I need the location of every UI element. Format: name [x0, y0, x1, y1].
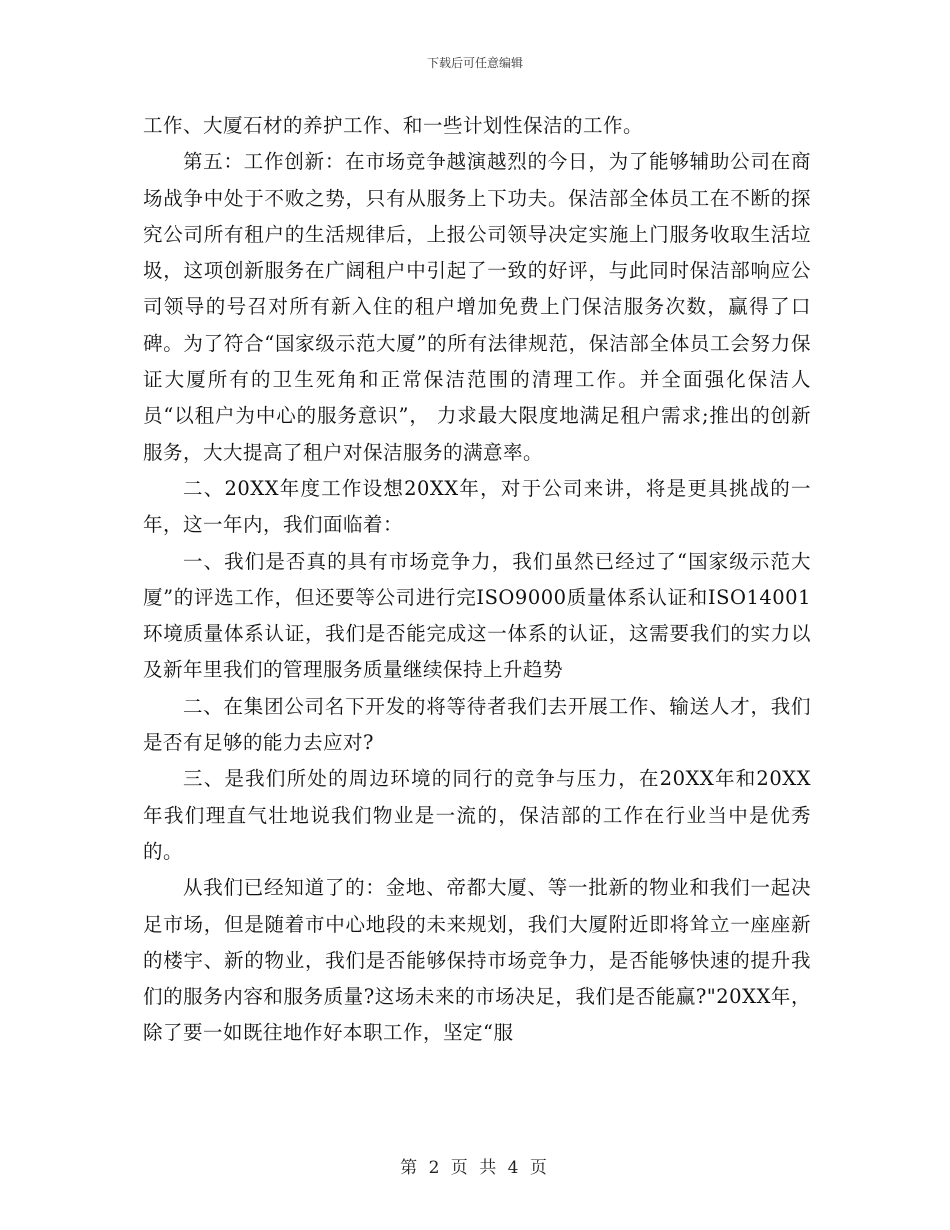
page-header: 下载后可任意编辑: [426, 56, 523, 70]
page-footer: 第 2 页 共 4 页: [400, 1158, 550, 1178]
paragraph-challenge-two: 二、在集团公司名下开发的将等待者我们去开展工作、输送人才，我们是否有足够的能力去应对?: [143, 694, 811, 755]
paragraph-challenge-three: 三、是我们所处的周边环境的同行的竞争与压力，在20XX年和20XX年我们理直气壮地说我们物业是一流的，保洁部的工作在行业当中是优秀的。: [143, 767, 811, 863]
document-body: [143, 108, 811, 1052]
paragraph-annual-plan: 二、20XX年度工作设想20XX年，对于公司来讲，将是更具挑战的一年，这一年内，我们面临着：: [143, 476, 811, 537]
paragraph-continuation: 工作、大厦石材的养护工作、和一些计划性保洁的工作。: [143, 114, 644, 137]
paragraph-work-innovation: 第五：工作创新：在市场竞争越演越烈的今日，为了能够辅助公司在商场战争中处于不败之势，只有从服务上下功夫。保洁部全体员工在不断的探究公司所有租户的生活规律后，上报公司领导决定实施上门服务收取生活垃圾，这项创新服务在广阔租户中引起了一致的好评，与此同时保洁部响应公司领导的号召对所有新入住的租户增加免费上门保洁服务次数，赢得了口碑。为了符合“国家级示范大厦”的所有法律规范，保洁部全体员工会努力保证大厦所有的卫生死角和正常保洁范围的清理工作。并全面强化保洁人员“以租户为中心的服务意识”， 力求最大限度地满足租户需求;推出的创新服务，大大提高了租户对保洁服务的满意率。: [143, 150, 811, 464]
paragraph-market-outlook: 从我们已经知道了的：金地、帝都大厦、等一批新的物业和我们一起决足市场，但是随着市中心地段的未来规划，我们大厦附近即将耸立一座座新的楼宇、新的物业，我们是否能够保持市场竞争力，是否能够快速的提升我们的服务内容和服务质量?这场未来的市场决足，我们是否能赢?"20XX年，除了要一如既往地作好本职工作，坚定“服: [143, 876, 811, 1045]
paragraph-challenge-one: 一、我们是否真的具有市场竞争力，我们虽然已经过了“国家级示范大厦”的评选工作，但还要等公司进行完ISO9000质量体系认证和ISO14001环境质量体系认证，我们是否能完成这一体系的认证，这需要我们的实力以及新年里我们的管理服务质量继续保持上升趋势: [143, 549, 811, 682]
